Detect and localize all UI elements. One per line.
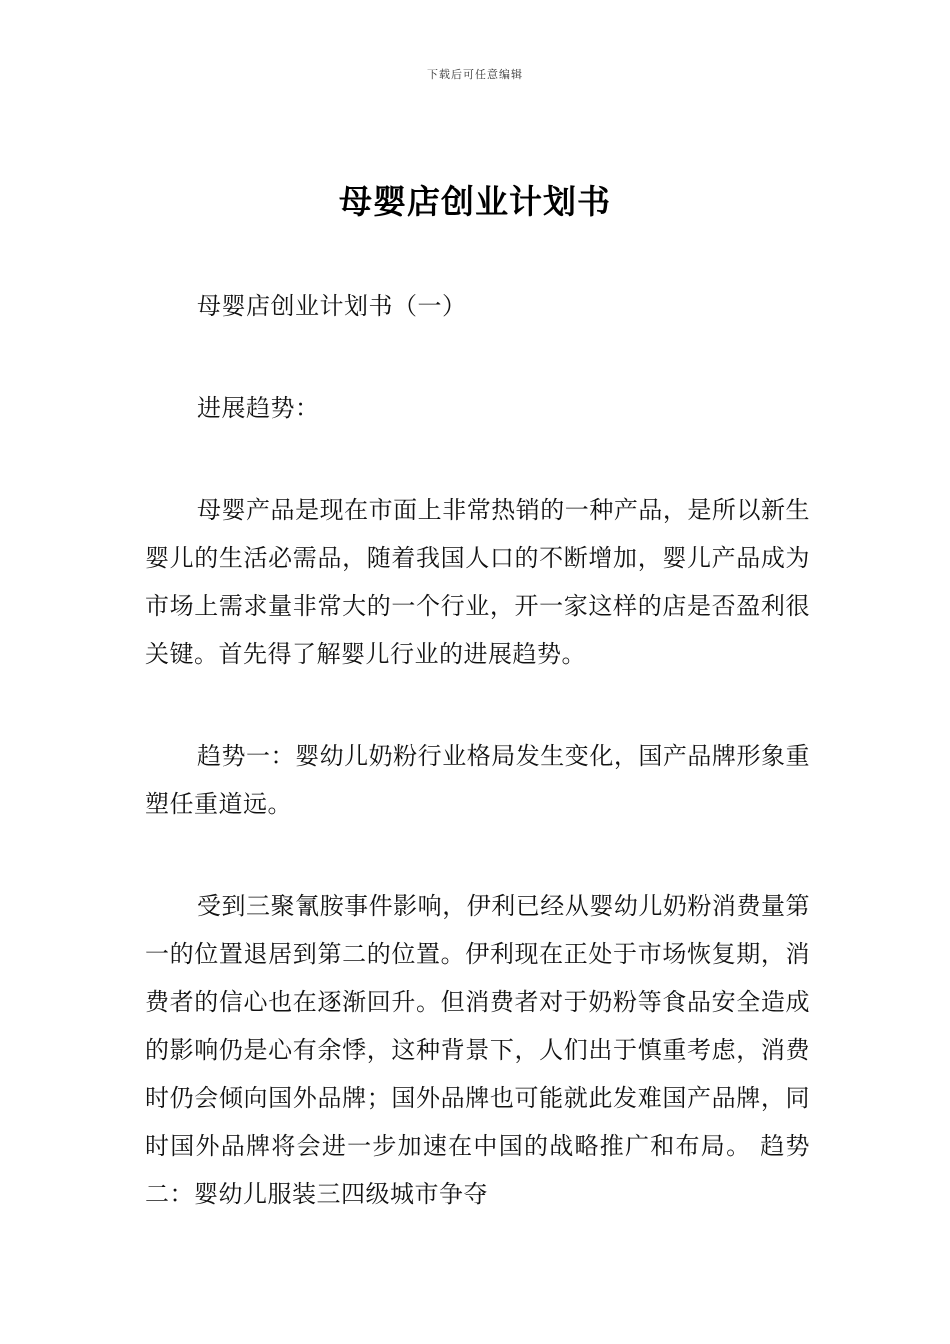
document-title: 母婴店创业计划书 <box>339 182 611 221</box>
paragraph: 受到三聚氰胺事件影响，伊利已经从婴幼儿奶粉消费量第一的位置退居到第二的位置。伊利现在正处于市场恢复期，消费者的信心也在逐渐回升。但消费者对于奶粉等食品安全造成的影响仍是心有余悸，这种背景下，人们出于慎重考虑，消费时仍会倾向国外品牌；国外品牌也可能就此发难国产品牌，同时国外品牌将会进一步加速在中国的战略推广和布局。 趋势二：婴幼儿服装三四级城市争夺 <box>145 892 810 1208</box>
paragraph: 趋势一：婴幼儿奶粉行业格局发生变化，国产品牌形象重塑任重道远。 <box>145 742 810 818</box>
header-note: 下载后可任意编辑 <box>427 68 523 81</box>
document-body <box>145 282 810 1272</box>
paragraph: 母婴产品是现在市面上非常热销的一种产品，是所以新生婴儿的生活必需品，随着我国人口的不断增加，婴儿产品成为市场上需求量非常大的一个行业，开一家这样的店是否盈利很关键。首先得了解婴儿行业的进展趋势。 <box>145 496 810 668</box>
subsection-heading: 进展趋势： <box>197 394 320 422</box>
section-heading: 母婴店创业计划书（一） <box>197 292 467 320</box>
